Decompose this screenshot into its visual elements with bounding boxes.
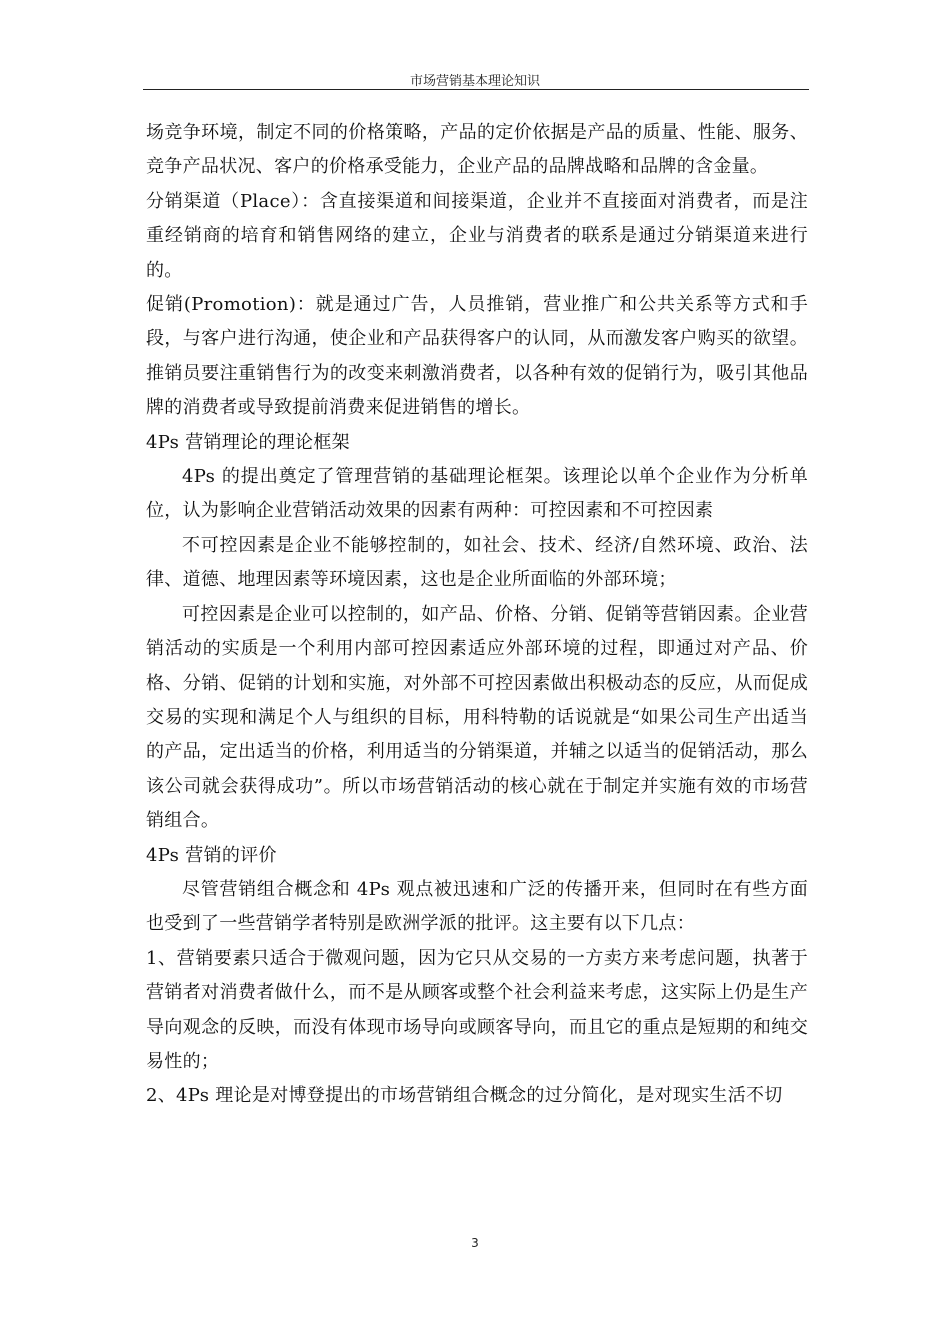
paragraph: 可控因素是企业可以控制的，如产品、价格、分销、促销等营销因素。企业营销活动的实质是一个利用内部可控因素适应外部环境的过程，即通过对产品、价格、分销、促销的计划和实施，对外部不可控因素做出积极动态的反应，从而促成交易的实现和满足个人与组织的目标，用科特勒的话说就是“如果公司生产出适当的产品，定出适当的价格，利用适当的分销渠道，并辅之以适当的促销活动，那么该公司就会获得成功”。所以市场营销活动的核心就在于制定并实施有效的市场营销组合。 (146, 603, 808, 832)
document-body (146, 116, 808, 1114)
paragraph: 分销渠道（Place）：含直接渠道和间接渠道，企业并不直接面对消费者，而是注重经销商的培育和销售网络的建立，企业与消费者的联系是通过分销渠道来进行的。 (146, 190, 808, 281)
page-number: 3 (471, 1236, 479, 1250)
paragraph: 尽管营销组合概念和 4Ps 观点被迅速和广泛的传播开来，但同时在有些方面也受到了一些营销学者特别是欧洲学派的批评。这主要有以下几点： (146, 878, 808, 935)
list-item: 2、4Ps 理论是对博登提出的市场营销组合概念的过分简化，是对现实生活不切 (146, 1085, 783, 1107)
header-divider (143, 89, 809, 90)
section-heading: 4Ps 营销理论的理论框架 (146, 431, 350, 453)
paragraph: 场竞争环境，制定不同的价格策略，产品的定价依据是产品的质量、性能、服务、竞争产品状况、客户的价格承受能力，企业产品的品牌战略和品牌的含金量。 (146, 122, 808, 178)
paragraph: 4Ps 的提出奠定了管理营销的基础理论框架。该理论以单个企业作为分析单位，认为影响企业营销活动效果的因素有两种：可控因素和不可控因素 (146, 466, 808, 522)
paragraph: 不可控因素是企业不能够控制的，如社会、技术、经济/自然环境、政治、法律、道德、地理因素等环境因素，这也是企业所面临的外部环境； (146, 534, 808, 591)
paragraph: 促销(Promotion)：就是通过广告，人员推销，营业推广和公共关系等方式和手段，与客户进行沟通，使企业和产品获得客户的认同，从而激发客户购买的欲望。推销员要注重销售行为的改变来刺激消费者，以各种有效的促销行为，吸引其他品牌的消费者或导致提前消费来促进销售的增长。 (146, 294, 808, 419)
list-item: 1、营销要素只适合于微观问题，因为它只从交易的一方卖方来考虑问题，执著于营销者对消费者做什么，而不是从顾客或整个社会利益来考虑，这实际上仍是生产导向观念的反映，而没有体现市场导向或顾客导向，而且它的重点是短期的和纯交易性的； (146, 947, 808, 1072)
section-heading: 4Ps 营销的评价 (146, 844, 277, 866)
page-header-title: 市场营销基本理论知识 (409, 74, 540, 89)
